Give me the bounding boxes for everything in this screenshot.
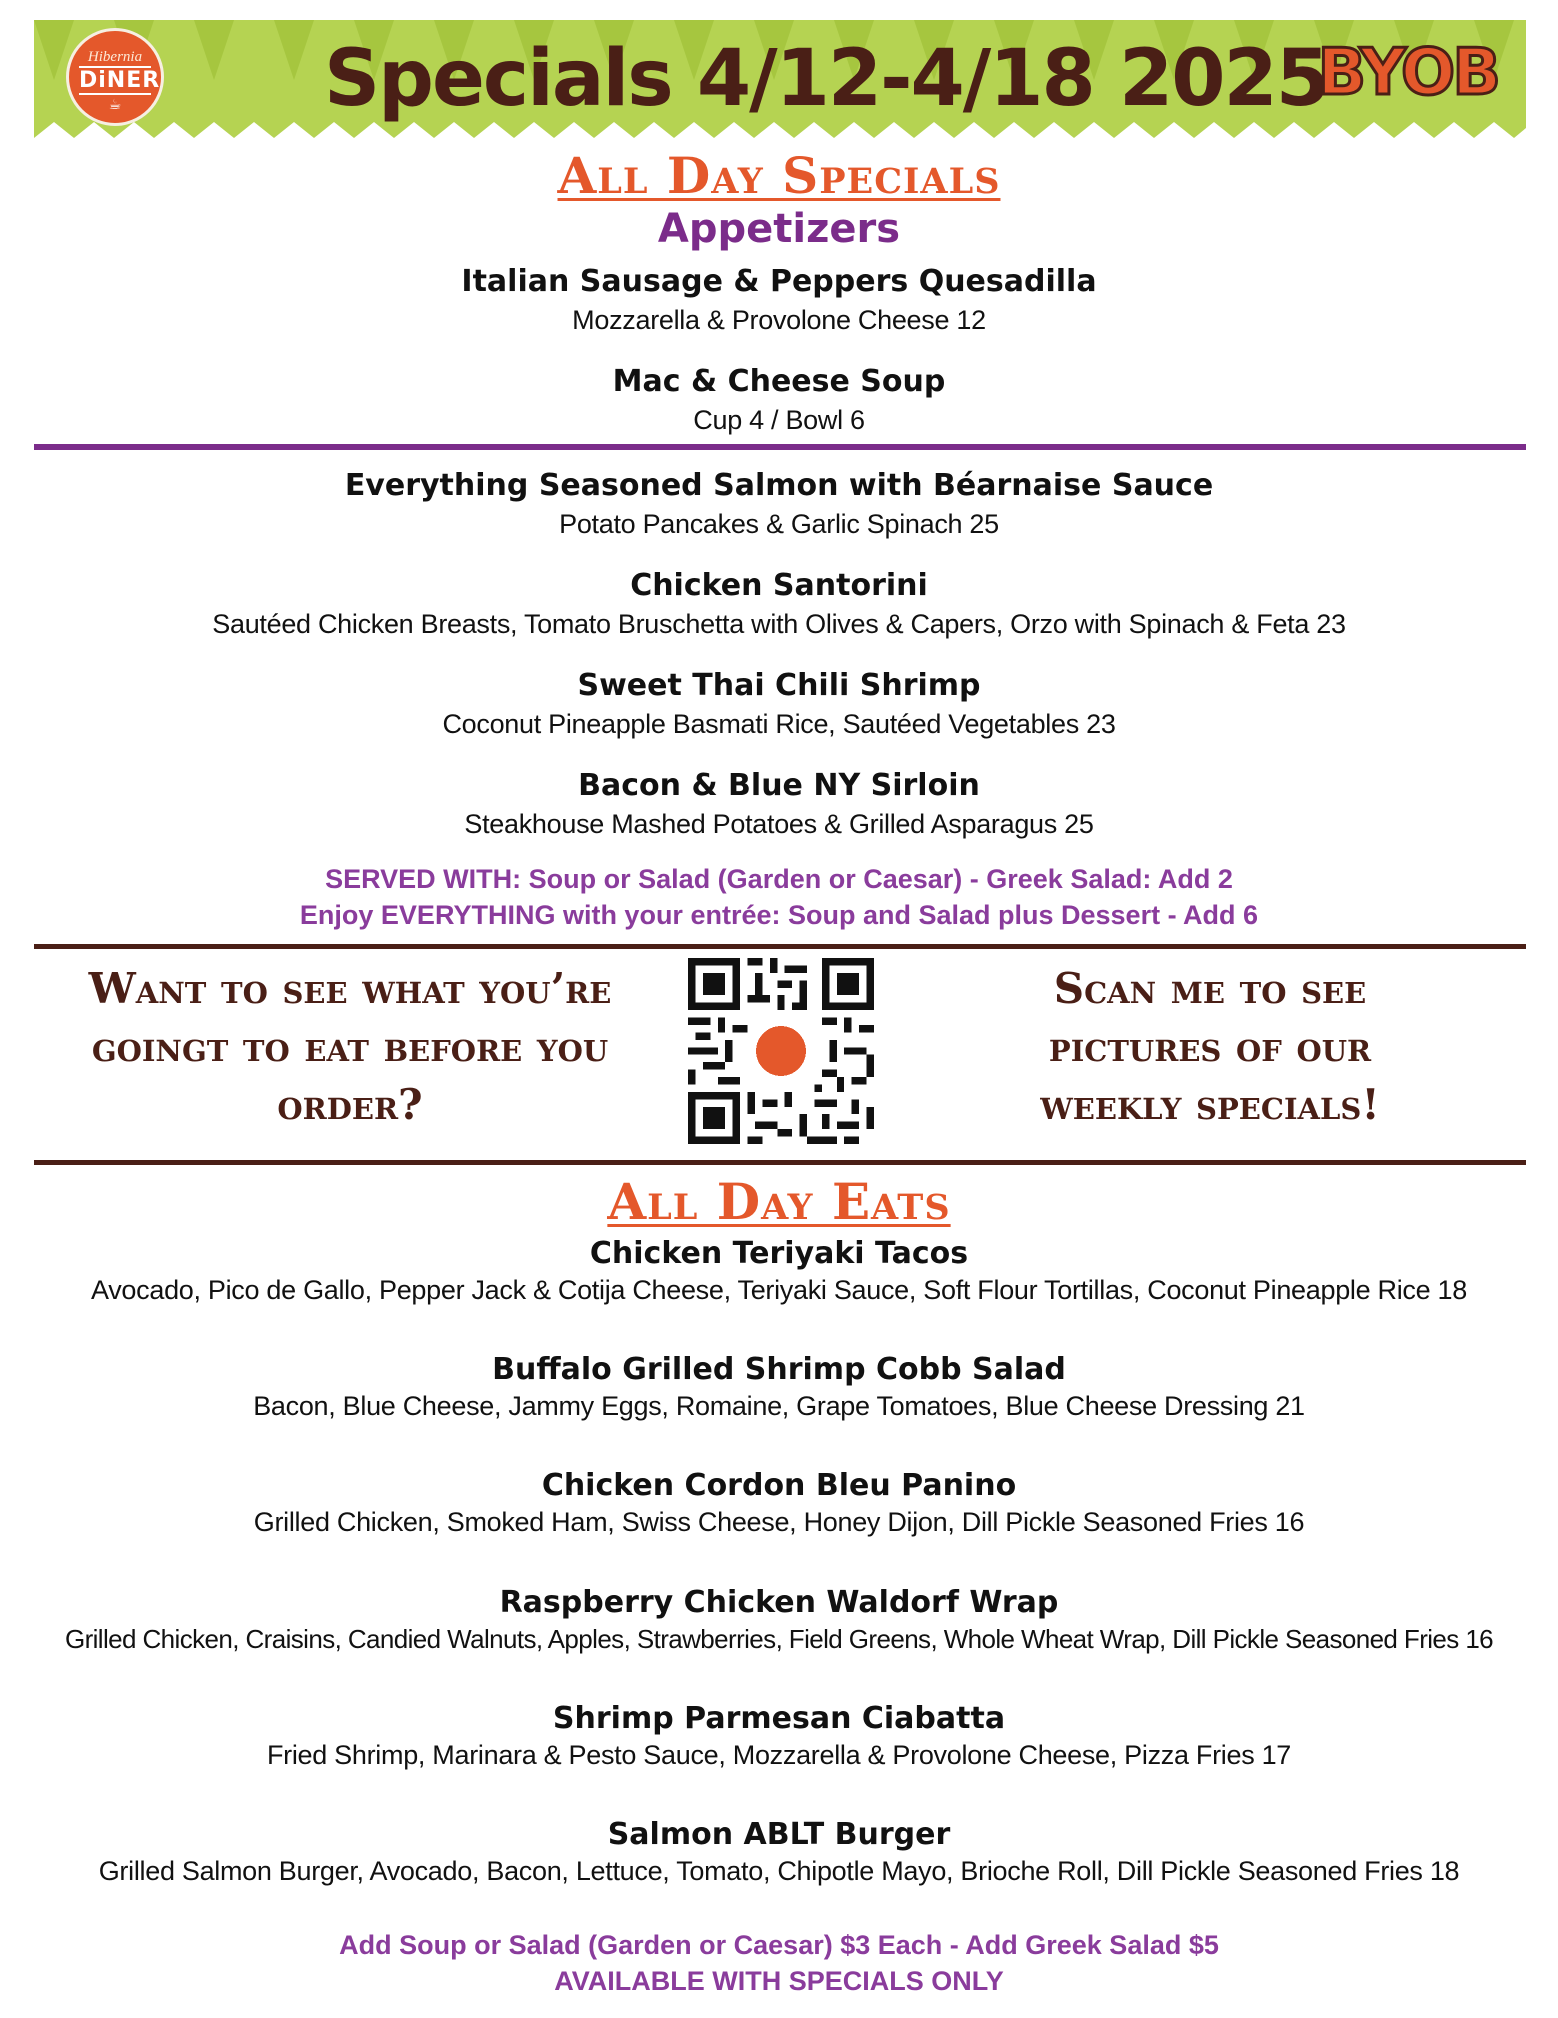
- entree-desc: Potato Pancakes & Garlic Spinach 25: [559, 509, 999, 539]
- promo-line: weekly specials!: [1040, 1080, 1380, 1129]
- logo-script-text: Hibernia: [87, 49, 143, 65]
- promo-left-text: [40, 960, 660, 1134]
- section-divider: [34, 944, 1526, 949]
- promo-line: pictures of our: [1048, 1022, 1372, 1071]
- entree-desc: Coconut Pineapple Basmati Rice, Sautéed Vegetables 23: [442, 709, 1116, 739]
- eats-item-desc: Avocado, Pico de Gallo, Pepper Jack & Cotija Cheese, Teriyaki Sauce, Soft Flour Tortillas, Coconut Pineapple Rice 18: [91, 1275, 1467, 1305]
- eats-item-desc: Bacon, Blue Cheese, Jammy Eggs, Romaine, Grape Tomatoes, Blue Cheese Dressing 21: [253, 1391, 1305, 1421]
- coffee-cup-icon: ☕: [108, 96, 122, 112]
- promo-line: goingt to eat before you: [91, 1022, 609, 1071]
- eats-item-name: Salmon ABLT Burger: [607, 1817, 951, 1852]
- entree-desc: Sautéed Chicken Breasts, Tomato Bruschetta with Olives & Capers, Orzo with Spinach & Feta 23: [212, 609, 1346, 639]
- section-divider: [34, 1160, 1526, 1165]
- promo-right-text: [900, 960, 1520, 1134]
- eats-item-desc: Grilled Chicken, Smoked Ham, Swiss Cheese, Honey Dijon, Dill Pickle Seasoned Fries 16: [253, 1507, 1305, 1537]
- entree-name: Everything Seasoned Salmon with Béarnaise Sauce: [344, 468, 1214, 503]
- page-title: Specials 4/12-4/18 2025: [324, 34, 1329, 124]
- eats-item-name: Buffalo Grilled Shrimp Cobb Salad: [492, 1352, 1066, 1387]
- eats-item-name: Chicken Cordon Bleu Panino: [541, 1468, 1017, 1503]
- appetizer-name: Italian Sausage & Peppers Quesadilla: [461, 264, 1097, 299]
- eats-item-desc: Fried Shrimp, Marinara & Pesto Sauce, Mozzarella & Provolone Cheese, Pizza Fries 17: [266, 1740, 1292, 1770]
- header-banner: [34, 20, 1526, 150]
- promo-line: Scan me to see: [1053, 964, 1367, 1013]
- eats-item-desc: Grilled Salmon Burger, Avocado, Bacon, Lettuce, Tomato, Chipotle Mayo, Brioche Roll, Dill Pickle Seasoned Fries 18: [98, 1856, 1460, 1886]
- byob-badge: BYOB: [1317, 36, 1498, 110]
- available-note: AVAILABLE WITH SPECIALS ONLY: [554, 1966, 1004, 1996]
- qr-code-icon[interactable]: [688, 958, 874, 1144]
- section-divider: [34, 444, 1526, 450]
- eats-item-desc: Grilled Chicken, Craisins, Candied Walnuts, Apples, Strawberries, Field Greens, Whole Wheat Wrap, Dill Pickle Seasoned Fries 16: [64, 1624, 1494, 1654]
- appetizer-desc: Mozzarella & Provolone Cheese 12: [572, 305, 986, 335]
- entree-name: Chicken Santorini: [630, 568, 928, 603]
- appetizer-name: Mac & Cheese Soup: [612, 364, 946, 399]
- eats-item-name: Chicken Teriyaki Tacos: [589, 1236, 969, 1271]
- promo-line: order?: [277, 1080, 423, 1129]
- logo-main-text: DiNER: [79, 68, 161, 93]
- add-soup-salad-note: Add Soup or Salad (Garden or Caesar) $3 Each - Add Greek Salad $5: [339, 1930, 1219, 1960]
- all-day-eats-title: All Day Eats: [607, 1172, 951, 1231]
- entree-name: Bacon & Blue NY Sirloin: [578, 768, 980, 803]
- appetizer-desc: Cup 4 / Bowl 6: [693, 405, 865, 435]
- eats-item-name: Shrimp Parmesan Ciabatta: [552, 1701, 1006, 1736]
- entree-name: Sweet Thai Chili Shrimp: [577, 668, 981, 703]
- all-day-specials-title: All Day Specials: [557, 146, 1001, 205]
- entree-desc: Steakhouse Mashed Potatoes & Grilled Asparagus 25: [464, 809, 1094, 839]
- served-with-note: SERVED WITH: Soup or Salad (Garden or Caesar) - Greek Salad: Add 2: [325, 864, 1233, 894]
- promo-line: Want to see what you’re: [88, 964, 612, 1013]
- eats-item-name: Raspberry Chicken Waldorf Wrap: [499, 1585, 1059, 1620]
- appetizers-title: Appetizers: [657, 206, 901, 252]
- enjoy-everything-note: Enjoy EVERYTHING with your entrée: Soup and Salad plus Dessert - Add 6: [299, 900, 1259, 930]
- diner-logo: [66, 28, 164, 126]
